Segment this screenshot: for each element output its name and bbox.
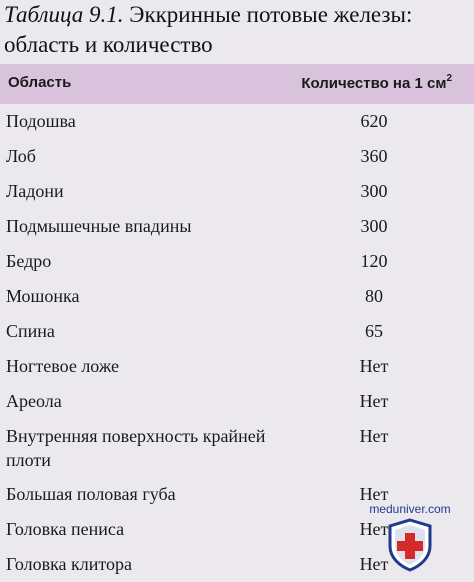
row-area: Ладони: [6, 181, 64, 201]
row-count: Нет: [359, 484, 389, 504]
table-row: [0, 384, 474, 419]
table-row: [0, 314, 474, 349]
watermark-text: meduniver.com: [369, 502, 451, 516]
row-area: Бедро: [6, 251, 52, 271]
table-row: [0, 419, 474, 477]
row-count: 620: [360, 111, 388, 131]
header-area: Область: [8, 74, 72, 91]
row-count: 300: [360, 216, 388, 236]
table-row: [0, 279, 474, 314]
row-area: Головка клитора: [6, 554, 133, 574]
header-count-label: Количество на 1 см: [301, 75, 447, 92]
table-header: [0, 64, 474, 104]
row-area: Подмышечные впадины: [6, 216, 192, 236]
row-area: Ногтевое ложе: [6, 356, 120, 376]
row-area: Лоб: [6, 146, 36, 166]
row-count: 65: [365, 321, 383, 341]
table-number: Таблица 9.1.: [4, 2, 124, 27]
row-area: Ареола: [6, 391, 62, 411]
row-count: Нет: [359, 356, 389, 376]
row-area: Спина: [6, 321, 55, 341]
row-area: Подошва: [6, 111, 76, 131]
row-area: Головка пениса: [6, 519, 125, 539]
row-count: Нет: [359, 426, 389, 446]
table-row: [0, 104, 474, 139]
watermark: [350, 500, 470, 578]
row-area: Мошонка: [6, 286, 80, 306]
medical-cross-shield-icon: [387, 518, 433, 572]
row-count: 80: [365, 286, 383, 306]
header-count-superscript: 2: [446, 73, 452, 84]
row-area: Внутренняя поверхность крайней плоти: [6, 426, 266, 470]
row-count: Нет: [359, 554, 389, 574]
table-row: [0, 209, 474, 244]
table-row: [0, 349, 474, 384]
table-row: [0, 139, 474, 174]
row-count: Нет: [359, 519, 389, 539]
table-caption: [4, 0, 470, 60]
row-count: 300: [360, 181, 388, 201]
row-count: 360: [360, 146, 388, 166]
table-row: [0, 174, 474, 209]
table-row: [0, 244, 474, 279]
table-title: Эккринные потовые железы: область и количество: [4, 2, 413, 57]
header-count: [301, 74, 452, 92]
row-count: 120: [360, 251, 388, 271]
row-count: Нет: [359, 391, 389, 411]
row-area: Большая половая губа: [6, 484, 176, 504]
